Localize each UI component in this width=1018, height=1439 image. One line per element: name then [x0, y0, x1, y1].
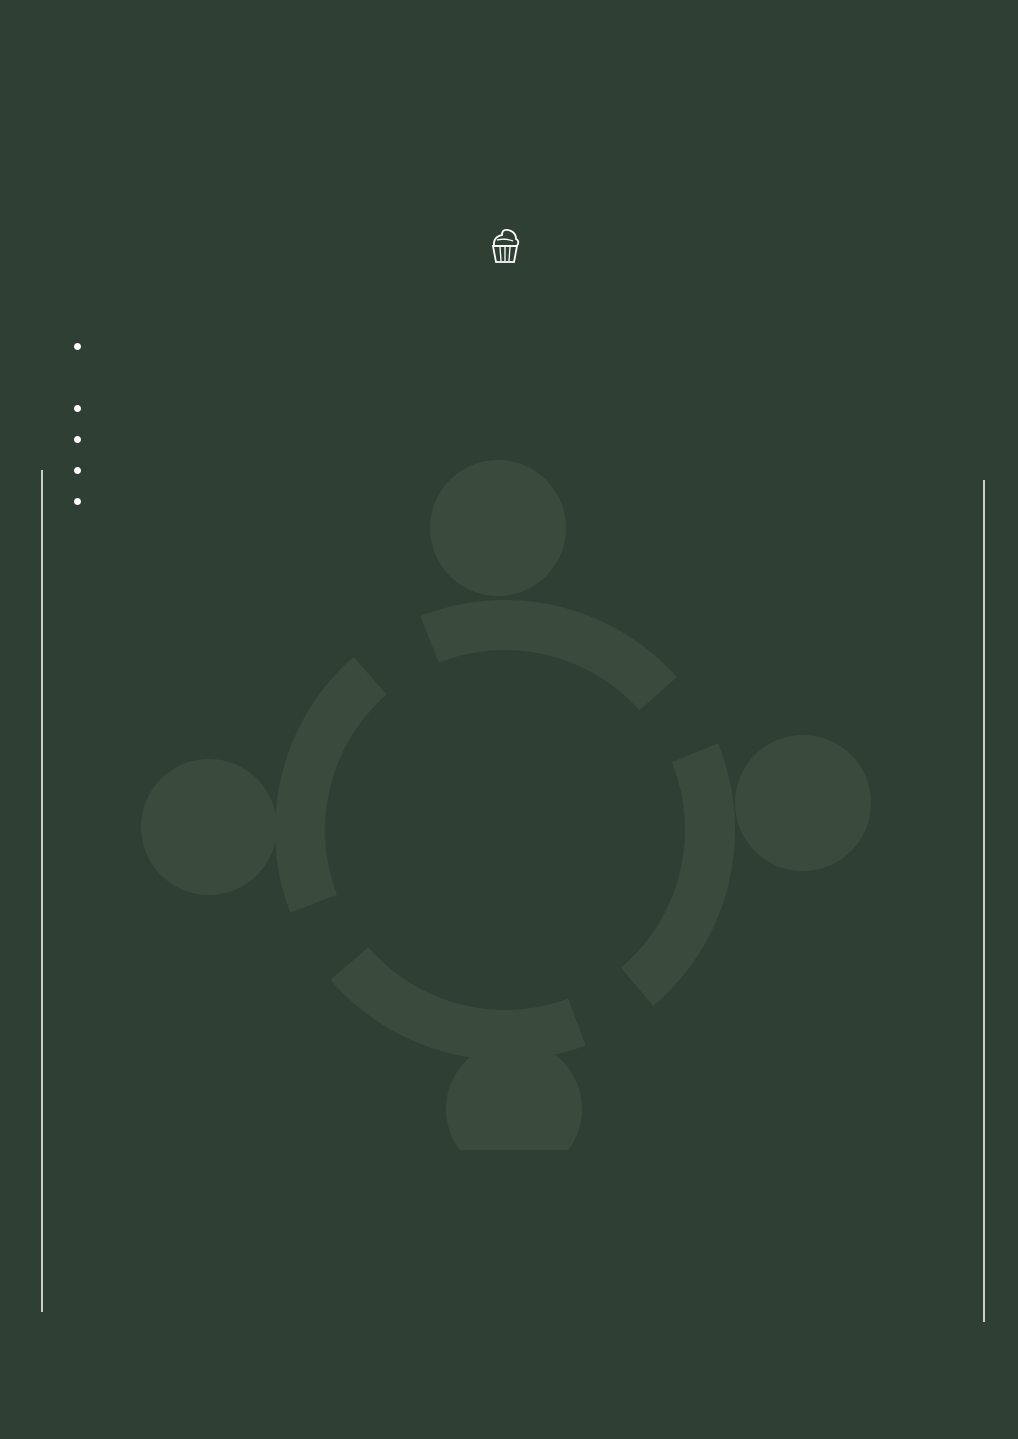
bullet — [74, 405, 81, 412]
list-item — [72, 456, 962, 487]
list-item — [72, 425, 962, 456]
bullet — [74, 343, 81, 350]
dessert-menu-list — [72, 332, 962, 518]
cupcake-icon — [488, 226, 522, 272]
list-item — [72, 332, 962, 363]
list-item — [72, 487, 962, 518]
bullet — [74, 498, 81, 505]
right-vertical-rule — [983, 480, 985, 1322]
background-motif — [130, 450, 890, 1150]
list-item — [72, 394, 962, 425]
top-border-pattern — [0, 0, 1018, 72]
bottom-border-pattern — [0, 1365, 1018, 1439]
item-description — [72, 363, 962, 394]
page-title — [0, 226, 1018, 272]
bullet — [74, 467, 81, 474]
bullet — [74, 436, 81, 443]
left-vertical-rule — [41, 470, 43, 1312]
